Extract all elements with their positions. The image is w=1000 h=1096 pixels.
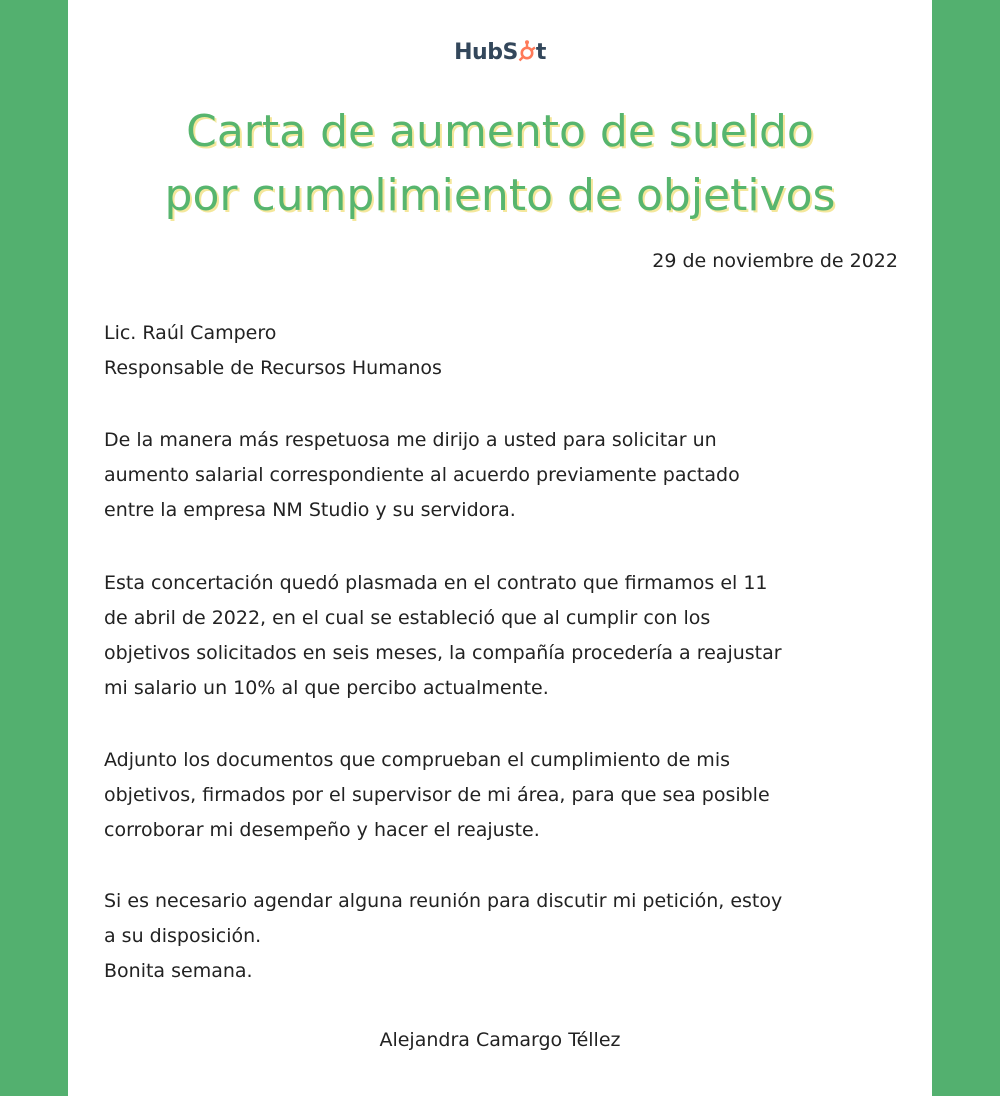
page-title bbox=[68, 100, 932, 228]
hubspot-logo bbox=[68, 40, 932, 68]
paragraph-attachments bbox=[104, 743, 904, 848]
recipient-name: Lic. Raúl Campero bbox=[104, 322, 277, 344]
paragraph-line: de abril de 2022, en el cual se estableció que al cumplir con los bbox=[104, 607, 711, 629]
hubspot-sprocket-icon bbox=[517, 40, 537, 68]
logo-text-prefix: HubS bbox=[454, 40, 518, 65]
title-line-2: por cumplimiento de objetivos bbox=[164, 170, 836, 221]
paragraph-closing bbox=[104, 884, 904, 989]
paragraph-line: Adjunto los documentos que comprueban el cumplimiento de mis bbox=[104, 749, 730, 771]
paragraph-request bbox=[104, 423, 904, 528]
logo-text-suffix: t bbox=[535, 40, 546, 65]
recipient-role: Responsable de Recursos Humanos bbox=[104, 357, 442, 379]
paragraph-agreement bbox=[104, 566, 904, 706]
paragraph-line: aumento salarial correspondiente al acuerdo previamente pactado bbox=[104, 464, 740, 486]
paragraph-line: entre la empresa NM Studio y su servidora. bbox=[104, 499, 516, 521]
signature-name: Alejandra Camargo Téllez bbox=[379, 1029, 621, 1051]
paragraph-line: a su disposición. bbox=[104, 925, 262, 947]
paragraph-line: mi salario un 10% al que percibo actualmente. bbox=[104, 677, 549, 699]
paragraph-line: Si es necesario agendar alguna reunión para discutir mi petición, estoy bbox=[104, 890, 783, 912]
title-line-1: Carta de aumento de sueldo bbox=[186, 106, 814, 157]
paragraph-line: corroborar mi desempeño y hacer el reajuste. bbox=[104, 819, 540, 841]
paragraph-line: Esta concertación quedó plasmada en el contrato que firmamos el 11 bbox=[104, 572, 768, 594]
recipient-block bbox=[104, 316, 904, 386]
paragraph-line: objetivos solicitados en seis meses, la compañía procedería a reajustar bbox=[104, 642, 782, 664]
letter-page bbox=[68, 0, 932, 1096]
paragraph-line: De la manera más respetuosa me dirijo a usted para solicitar un bbox=[104, 429, 717, 451]
paragraph-line: objetivos, firmados por el supervisor de mi área, para que sea posible bbox=[104, 784, 770, 806]
paragraph-line: Bonita semana. bbox=[104, 960, 253, 982]
letter-date: 29 de noviembre de 2022 bbox=[652, 250, 898, 272]
